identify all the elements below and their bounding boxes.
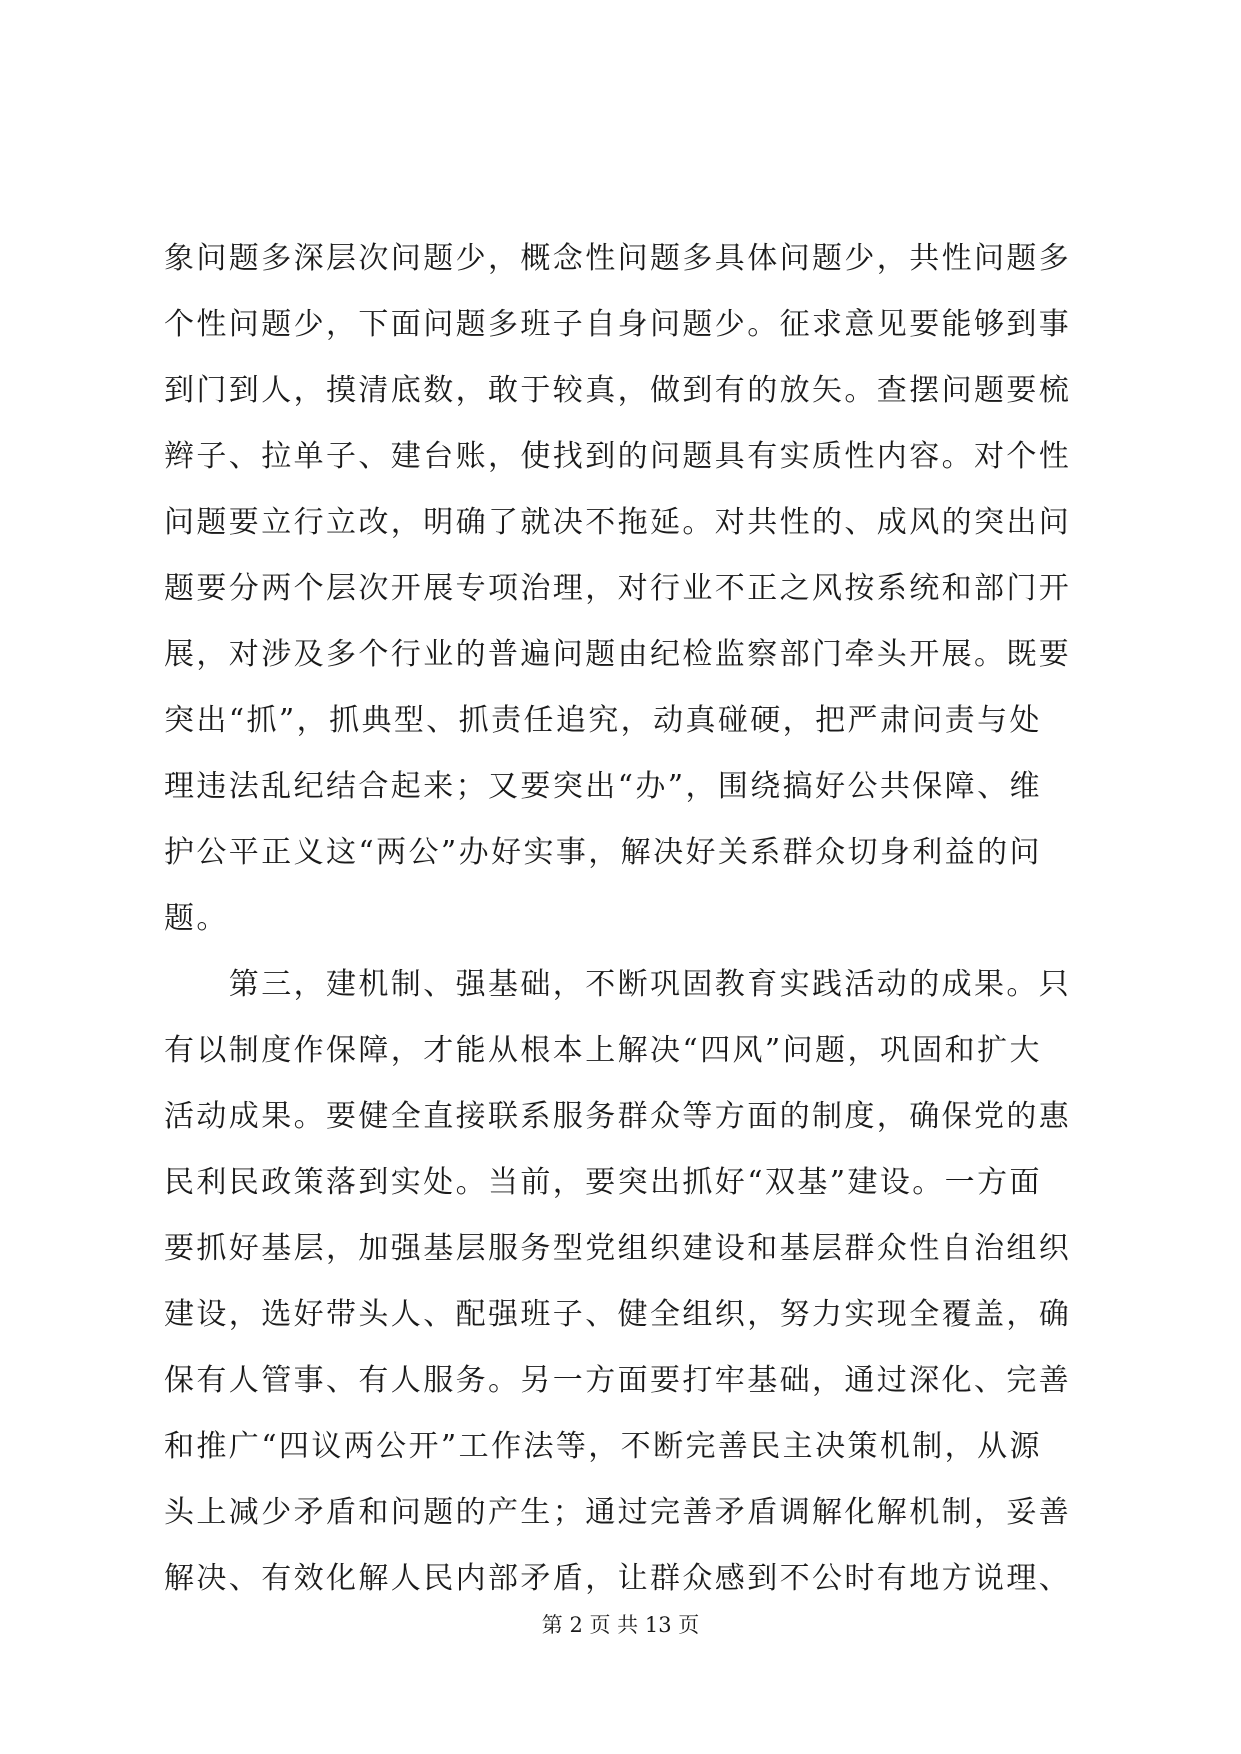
text-line: 和推广“四议两公开”工作法等，不断完善民主决策机制，从源 bbox=[164, 1429, 1042, 1464]
text-line: 民利民政策落到实处。当前，要突出抓好“双基”建设。一方面 bbox=[164, 1165, 1042, 1200]
text-line: 解决、有效化解人民内部矛盾，让群众感到不公时有地方说理、 bbox=[164, 1561, 1072, 1596]
text-line: 到门到人，摸清底数，敢于较真，做到有的放矢。查摆问题要梳 bbox=[164, 373, 1072, 408]
document-body bbox=[164, 226, 1084, 1612]
text-line: 题。 bbox=[164, 901, 229, 936]
text-line: 有以制度作保障，才能从根本上解决“四风”问题，巩固和扩大 bbox=[164, 1033, 1042, 1068]
page-number-footer: 第 2 页 共 13 页 bbox=[541, 1613, 700, 1637]
paragraph-start-line: 第三，建机制、强基础，不断巩固教育实践活动的成果。只 bbox=[164, 967, 1072, 1002]
text-line: 保有人管事、有人服务。另一方面要打牢基础，通过深化、完善 bbox=[164, 1363, 1072, 1398]
text-line: 辫子、拉单子、建台账，使找到的问题具有实质性内容。对个性 bbox=[164, 439, 1072, 474]
text-line: 要抓好基层，加强基层服务型党组织建设和基层群众性自治组织 bbox=[164, 1231, 1072, 1266]
text-line: 建设，选好带头人、配强班子、健全组织，努力实现全覆盖，确 bbox=[164, 1297, 1072, 1332]
text-line: 护公平正义这“两公”办好实事，解决好关系群众切身利益的问 bbox=[164, 835, 1042, 870]
text-line: 理违法乱纪结合起来；又要突出“办”，围绕搞好公共保障、维 bbox=[164, 769, 1042, 804]
text-line: 活动成果。要健全直接联系服务群众等方面的制度，确保党的惠 bbox=[164, 1099, 1072, 1134]
text-line: 题要分两个层次开展专项治理，对行业不正之风按系统和部门开 bbox=[164, 571, 1072, 606]
text-line: 象问题多深层次问题少，概念性问题多具体问题少，共性问题多 bbox=[164, 241, 1072, 276]
text-line: 突出“抓”，抓典型、抓责任追究，动真碰硬，把严肃问责与处 bbox=[164, 703, 1042, 738]
text-line: 问题要立行立改，明确了就决不拖延。对共性的、成风的突出问 bbox=[164, 505, 1072, 540]
text-line: 展，对涉及多个行业的普遍问题由纪检监察部门牵头开展。既要 bbox=[164, 637, 1072, 672]
text-line: 头上减少矛盾和问题的产生；通过完善矛盾调解化解机制，妥善 bbox=[164, 1495, 1072, 1530]
text-line: 个性问题少，下面问题多班子自身问题少。征求意见要能够到事 bbox=[164, 307, 1072, 342]
